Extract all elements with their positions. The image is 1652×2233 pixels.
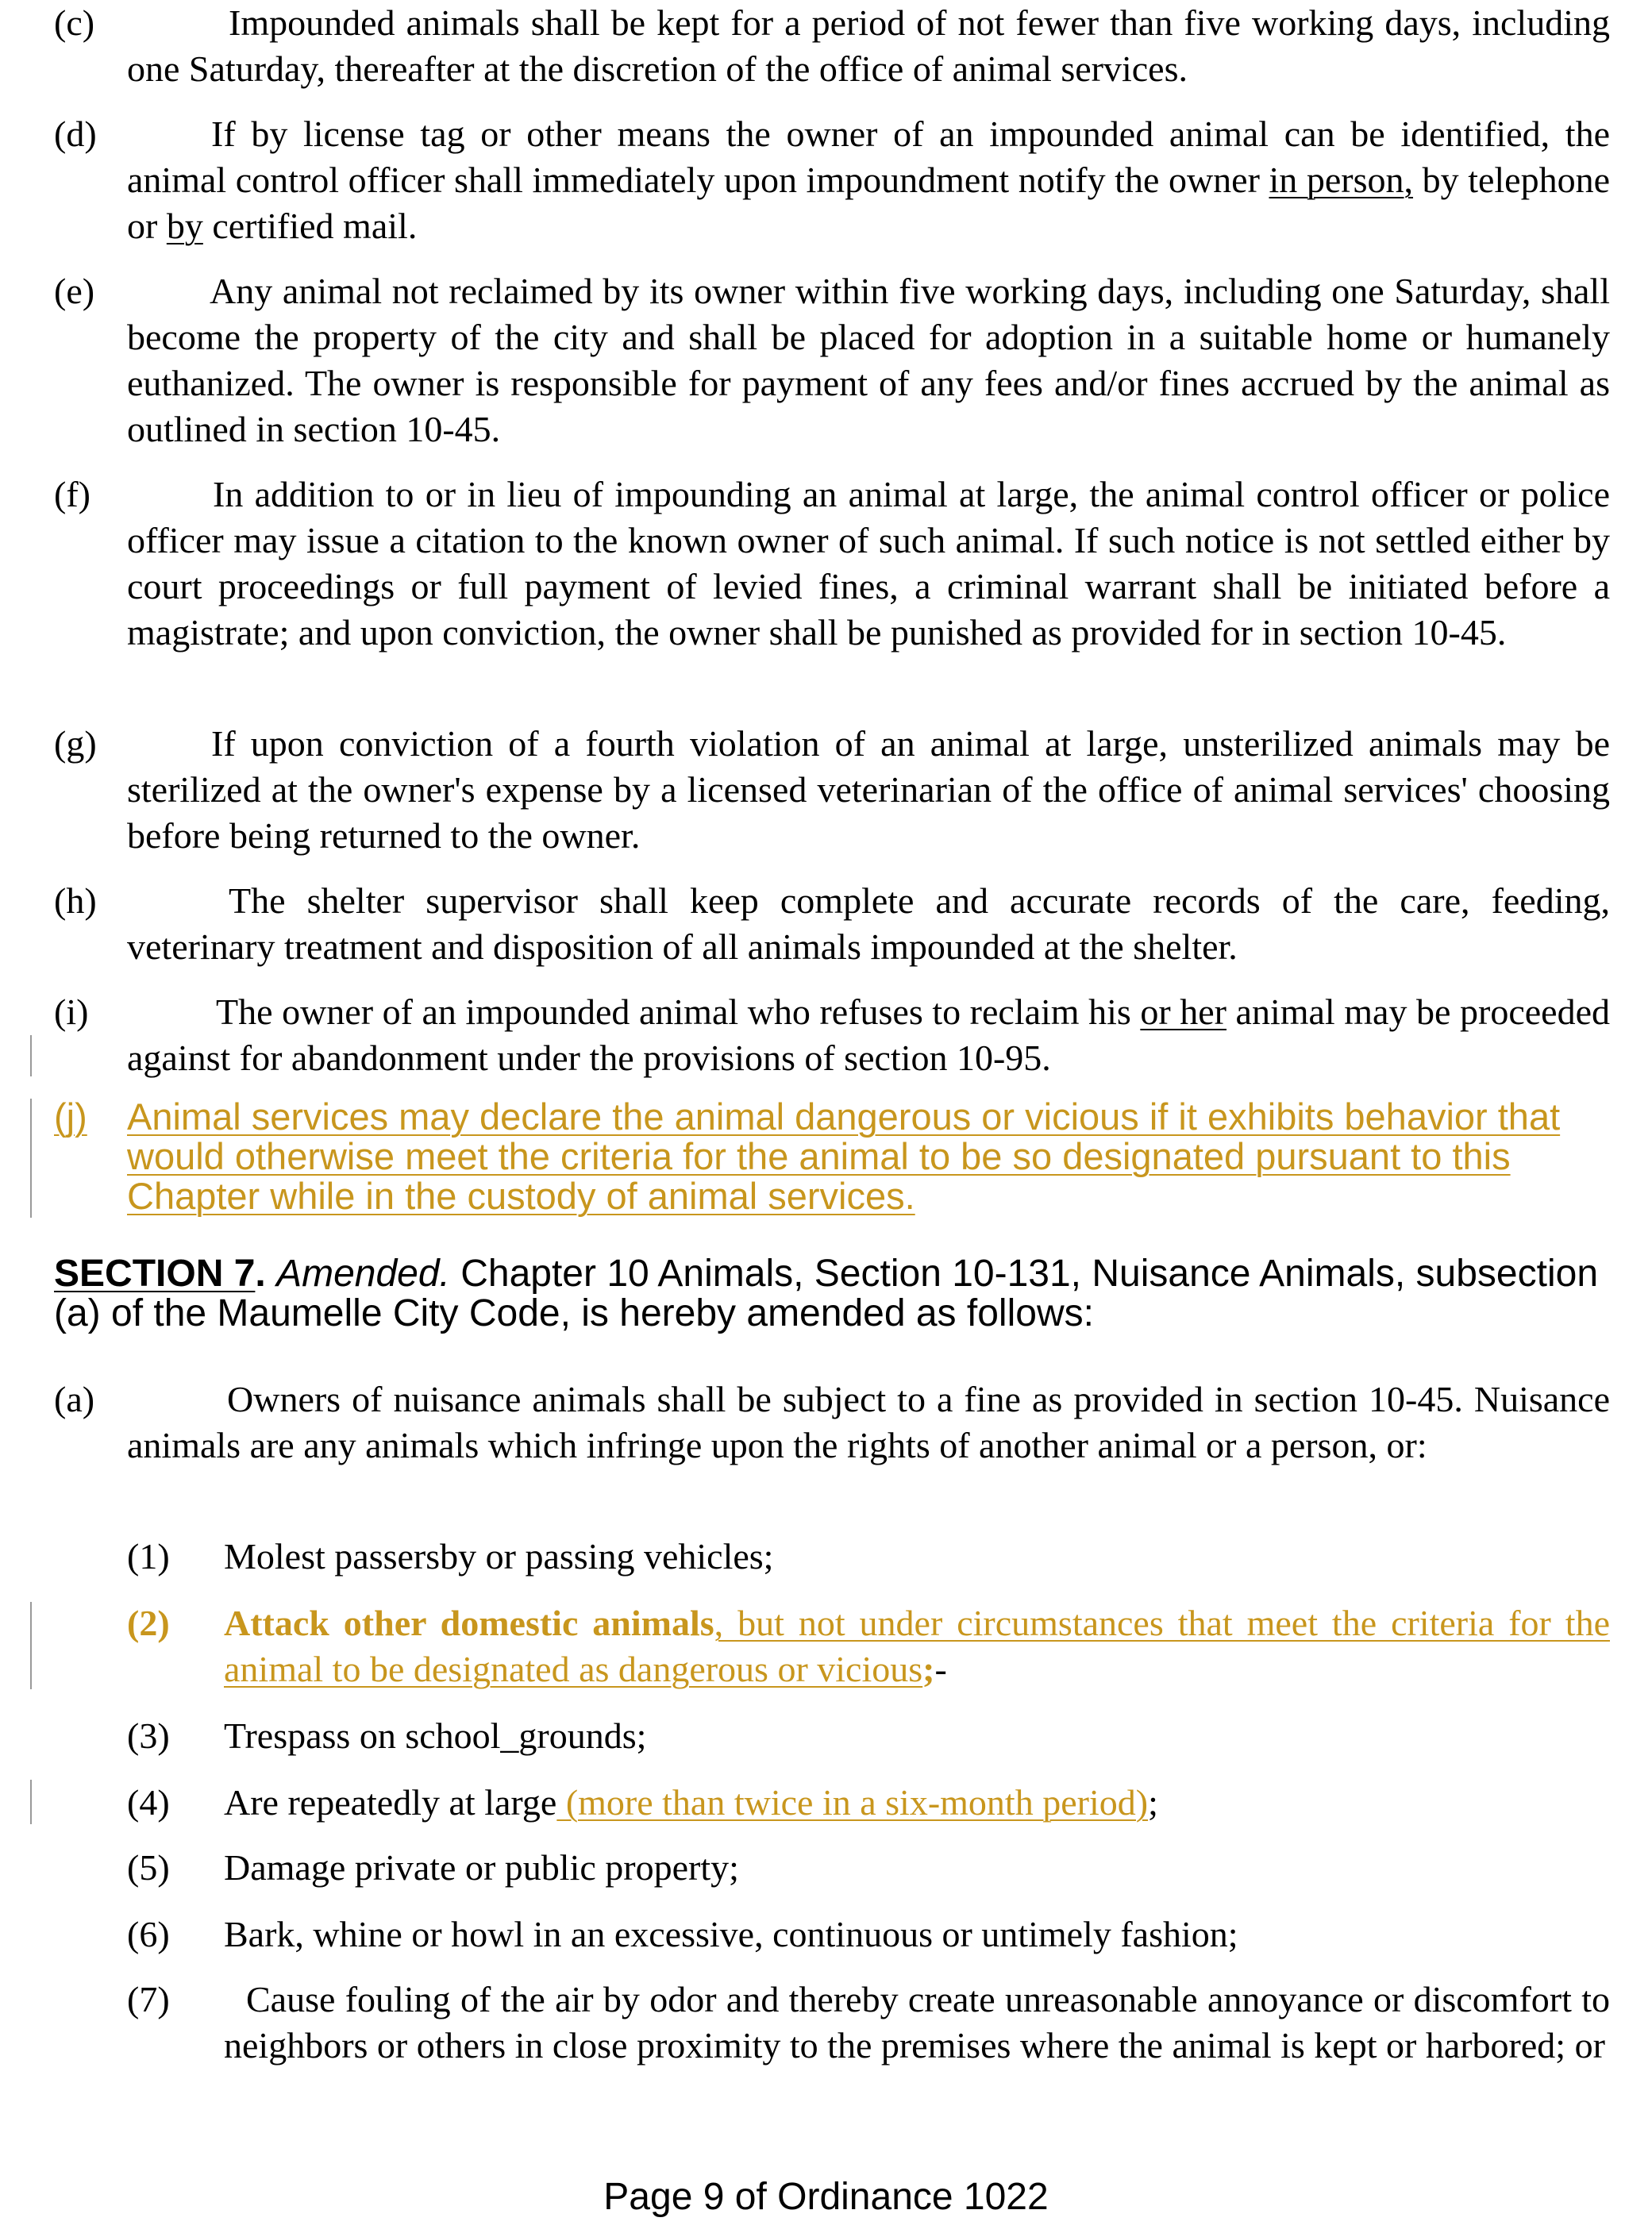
- paragraph-text: Owners of nuisance animals shall be subject to a fine as provided in section 10-45. Nuisance animals are any animals which infringe upon the rights of another animal or a person, or:: [127, 1379, 1610, 1465]
- item-text: Cause fouling of the air by odor and thereby create unreasonable annoyance or discomfort to neighbors or others in close proximity to the premises where the animal is kept or harbored; or: [224, 1979, 1610, 2066]
- item-label: (4): [127, 1782, 170, 1823]
- change-bar: [30, 1035, 32, 1076]
- amended-label: Amended.: [276, 1253, 450, 1295]
- paragraph-text: Any animal not reclaimed by its owner within five working days, including one Saturday, shall become the property of the city and shall be placed for adoption in a suitable home or humanely euthanized. The owner is responsible for payment of any fees and/or fines accrued by the animal as outlined in section 10-45.: [127, 271, 1610, 449]
- item-label: (6): [127, 1914, 170, 1954]
- paragraph-e: [54, 268, 1610, 452]
- change-bar: [30, 1099, 32, 1218]
- paragraph-label: (i): [54, 991, 89, 1032]
- paragraph-g: [54, 721, 1610, 859]
- item-text: Trespass on school_grounds;: [224, 1715, 647, 1756]
- item-text: Are repeatedly at large (more than twice in a six-month period);: [224, 1782, 1158, 1823]
- underlined-text: by: [166, 206, 203, 246]
- page-footer: Page 9 of Ordinance 1022: [603, 2176, 1049, 2218]
- inserted-text: (more than twice in a six-month period): [556, 1782, 1149, 1823]
- paragraph-c: [54, 0, 1610, 92]
- paragraph-label: (d): [54, 114, 97, 154]
- paragraph-label: (a): [54, 1379, 95, 1419]
- item-label: (3): [127, 1715, 170, 1756]
- list-item: [127, 1780, 1610, 1826]
- paragraph-d: [54, 111, 1610, 249]
- paragraph-text: The owner of an impounded animal who refuses to reclaim his or her animal may be proceeded against for abandonment under the provisions of section 10-95.: [127, 991, 1610, 1078]
- change-bar: [30, 1780, 32, 1824]
- list-item: [127, 1534, 1610, 1580]
- underlined-text: in person,: [1269, 160, 1414, 200]
- item-label: (2): [127, 1603, 170, 1643]
- underlined-text: or her: [1140, 991, 1226, 1032]
- paragraph-text: If upon conviction of a fourth violation of an animal at large, unsterilized animals may be sterilized at the owner's expense by a licensed veterinarian of the office of animal services' choosing before being returned to the owner.: [127, 723, 1610, 856]
- paragraph-a: [54, 1376, 1610, 1469]
- item-text: Damage private or public property;: [224, 1847, 739, 1888]
- paragraph-text: In addition to or in lieu of impounding an animal at large, the animal control officer or police officer may issue a citation to the known owner of such animal. If such notice is not settled either by court proceedings or full payment of levied fines, a criminal warrant shall be initiated before a magistrate; and upon conviction, the owner shall be punished as provided for in section 10-45.: [127, 474, 1610, 653]
- list-item: [127, 1912, 1610, 1958]
- change-bar: [30, 1602, 32, 1689]
- item-text: Bark, whine or howl in an excessive, continuous or untimely fashion;: [224, 1914, 1238, 1954]
- paragraph-label: (g): [54, 723, 97, 764]
- paragraph-i: [54, 989, 1610, 1081]
- item-label: (7): [127, 1979, 170, 2019]
- paragraph-text: The shelter supervisor shall keep complete and accurate records of the care, feeding, veterinary treatment and disposition of all animals impounded at the shelter.: [127, 880, 1610, 967]
- deleted-text: -: [934, 1649, 947, 1689]
- paragraph-f: [54, 472, 1610, 656]
- paragraph-label: (e): [54, 271, 95, 311]
- item-text: Attack other domestic animals, but not under circumstances that meet the criteria for the animal to be designated as dangerous or vicious;-: [224, 1603, 1610, 1689]
- item-text: Molest passersby or passing vehicles;: [224, 1536, 774, 1577]
- list-item: [127, 1845, 1610, 1891]
- paragraph-label: (h): [54, 880, 97, 921]
- item-label: (1): [127, 1536, 170, 1577]
- paragraph-label: (f): [54, 474, 90, 514]
- paragraph-j-inserted: [54, 1097, 1610, 1216]
- paragraph-text: Impounded animals shall be kept for a period of not fewer than five working days, including one Saturday, thereafter at the discretion of the office of animal services.: [127, 2, 1610, 89]
- list-item: [127, 1600, 1610, 1692]
- item-label: (5): [127, 1847, 170, 1888]
- section-7-heading: SECTION 7. Amended. Chapter 10 Animals, Section 10-131, Nuisance Animals, subsection (a) of the Maumelle City Code, is hereby amended as follows:: [54, 1253, 1599, 1334]
- inserted-text: , but not under circumstances that meet the criteria for the animal to be designated as dangerous or vicious: [224, 1603, 1610, 1689]
- paragraph-label: (c): [54, 2, 95, 43]
- list-item: [127, 1977, 1610, 2069]
- paragraph-h: [54, 878, 1610, 970]
- list-item: [127, 1713, 1610, 1759]
- paragraph-text: If by license tag or other means the owner of an impounded animal can be identified, the animal control officer shall immediately upon impoundment notify the owner in person, by telephone or by certified mail.: [127, 114, 1611, 246]
- paragraph-text: Animal services may declare the animal dangerous or vicious if it exhibits behavior that would otherwise meet the criteria for the animal to be so designated pursuant to this Chapter while in the custody of animal services.: [127, 1095, 1561, 1217]
- section-text: Chapter 10 Animals, Section 10-131, Nuisance Animals, subsection (a) of the Maumelle City Code, is hereby amended as follows:: [54, 1253, 1599, 1334]
- section-number: SECTION 7: [54, 1253, 256, 1295]
- paragraph-label: (j): [54, 1095, 87, 1138]
